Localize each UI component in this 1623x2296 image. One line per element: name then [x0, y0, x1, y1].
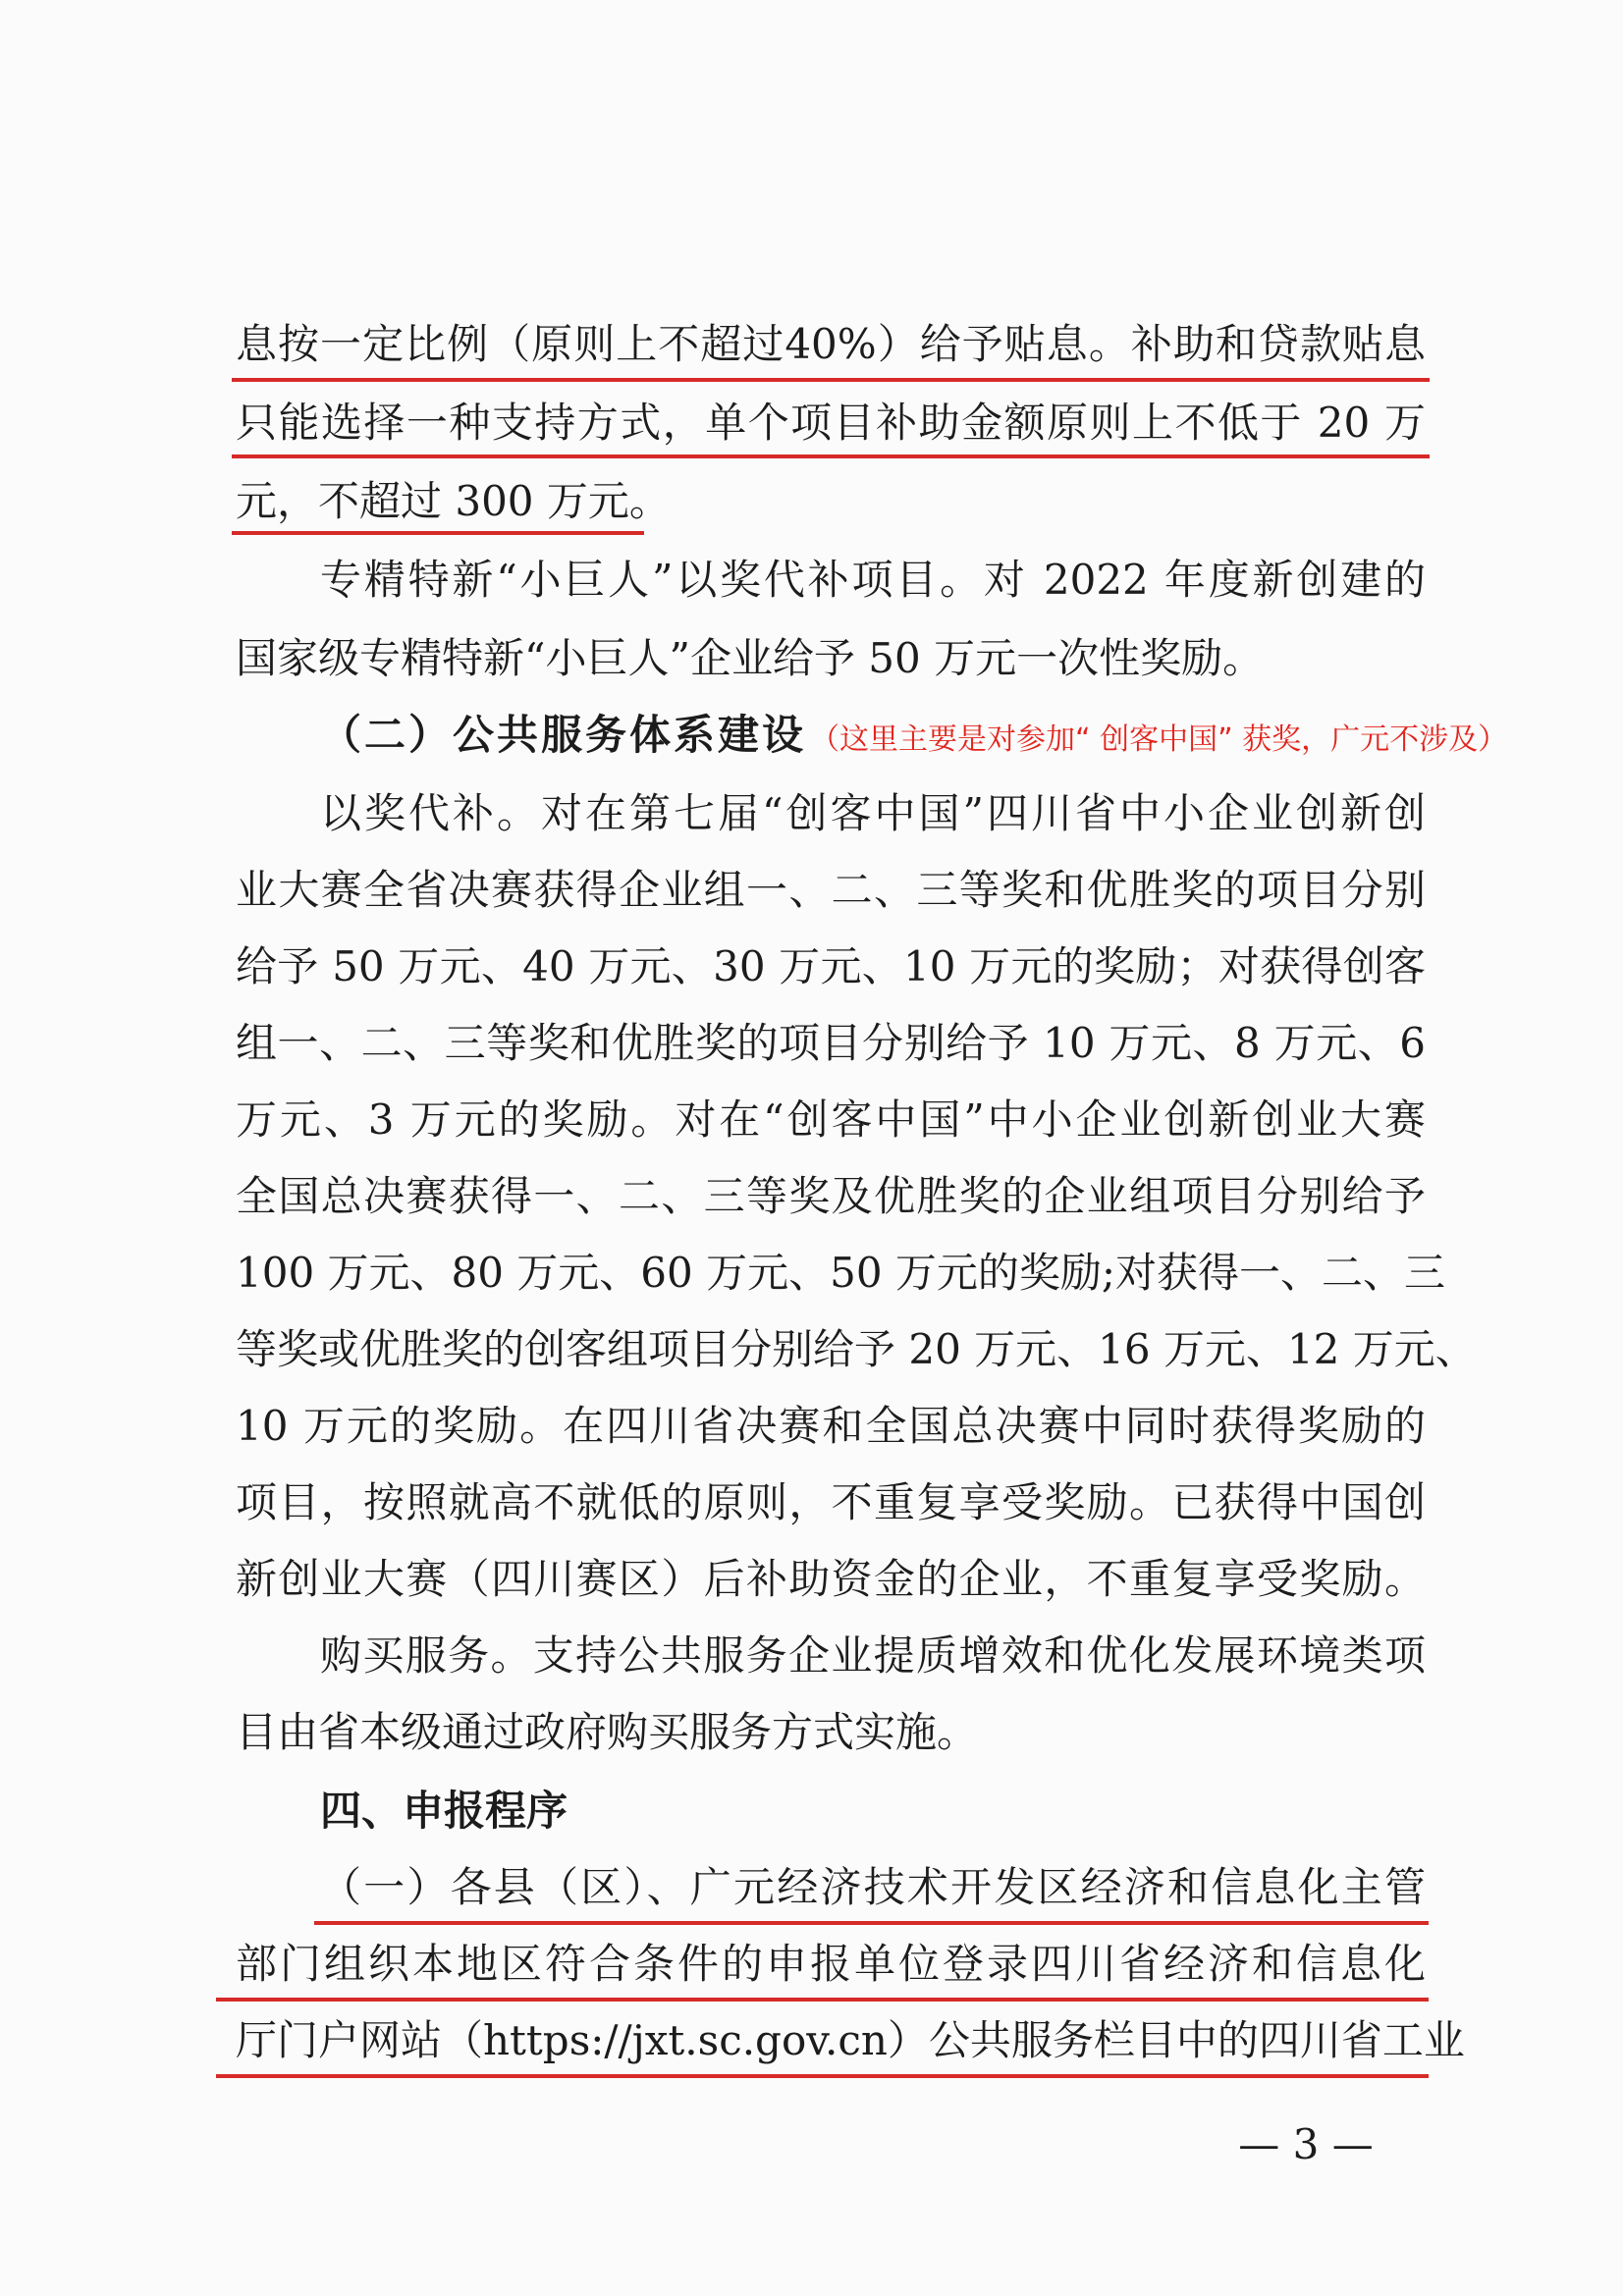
section-heading-text: （二）公共服务体系建设	[320, 711, 807, 759]
paragraph-line: 10 万元的奖励。在四川省决赛和全国总决赛中同时获得奖励的	[236, 1402, 1426, 1450]
paragraph-line: （一）各县（区）、广元经济技术开发区经济和信息化主管	[320, 1863, 1426, 1911]
paragraph-line: 等奖或优胜奖的创客组项目分别给予 20 万元、16 万元、12 万元、	[236, 1325, 1477, 1373]
page-number: — 3 —	[1238, 2120, 1374, 2168]
paragraph-line: 新创业大赛（四川赛区）后补助资金的企业，不重复享受奖励。	[236, 1555, 1426, 1603]
red-annotation: （这里主要是对参加“ 创客中国” 获奖，广元不涉及）	[810, 722, 1508, 757]
paragraph-line: 项目，按照就高不就低的原则，不重复享受奖励。已获得中国创	[236, 1478, 1426, 1526]
paragraph-line: 国家级专精特新“小巨人”企业给予 50 万元一次性奖励。	[236, 634, 1265, 682]
paragraph-line: 业大赛全省决赛获得企业组一、二、三等奖和优胜奖的项目分别	[236, 866, 1426, 914]
red-underline	[232, 454, 1430, 458]
paragraph-line: 全国总决赛获得一、二、三等奖及优胜奖的企业组项目分别给予	[236, 1172, 1426, 1220]
paragraph-line: 专精特新“小巨人”以奖代补项目。对 2022 年度新创建的	[320, 556, 1426, 604]
red-underline	[232, 378, 1430, 382]
red-underline	[216, 1998, 1429, 2002]
paragraph-line: 只能选择一种支持方式，单个项目补助金额原则上不低于 20 万	[236, 399, 1426, 447]
paragraph-line: 元，不超过 300 万元。	[236, 477, 671, 525]
red-underline	[232, 531, 644, 535]
paragraph-line: 组一、二、三等奖和优胜奖的项目分别给予 10 万元、8 万元、6	[236, 1019, 1426, 1067]
paragraph-line: 万元、3 万元的奖励。对在“创客中国”中小企业创新创业大赛	[236, 1095, 1426, 1144]
paragraph-line: 以奖代补。对在第七届“创客中国”四川省中小企业创新创	[320, 789, 1426, 837]
paragraph-line: 给予 50 万元、40 万元、30 万元、10 万元的奖励；对获得创客	[236, 942, 1426, 990]
section-heading-1: 四、申报程序	[320, 1787, 568, 1835]
red-underline	[216, 2074, 1429, 2078]
paragraph-line: 息按一定比例（原则上不超过40%）给予贴息。补助和贷款贴息	[236, 320, 1426, 368]
paragraph-line: 目由省本级通过政府购买服务方式实施。	[236, 1708, 979, 1756]
section-heading-2	[320, 697, 1508, 774]
paragraph-line: 厅门户网站（https://jxt.sc.gov.cn）公共服务栏目中的四川省工业	[236, 2016, 1465, 2064]
red-underline	[314, 1921, 1429, 1925]
paragraph-line: 100 万元、80 万元、60 万元、50 万元的奖励;对获得一、二、三	[236, 1249, 1446, 1297]
paragraph-line: 购买服务。支持公共服务企业提质增效和优化发展环境类项	[320, 1631, 1426, 1680]
paragraph-line: 部门组织本地区符合条件的申报单位登录四川省经济和信息化	[236, 1940, 1426, 1988]
